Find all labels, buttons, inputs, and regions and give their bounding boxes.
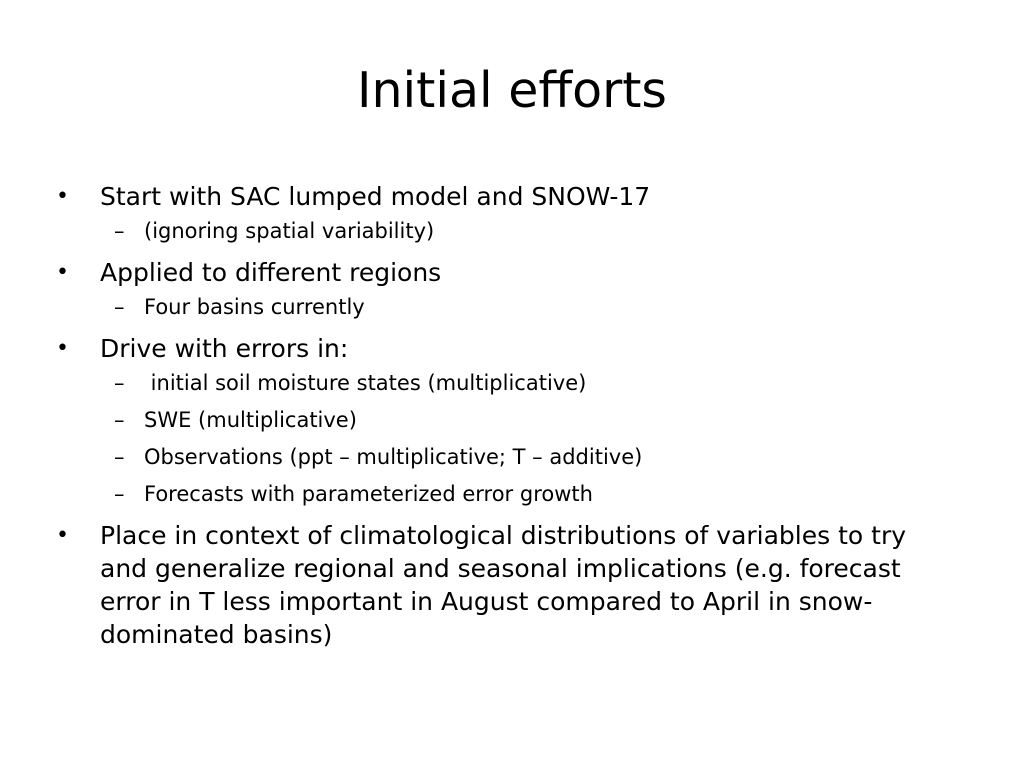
- sub-bullet-list: [100, 365, 956, 513]
- sub-bullet-text: initial soil moisture states (multiplicative): [144, 371, 587, 395]
- sub-bullet-item: [98, 476, 956, 513]
- sub-bullet-text: Observations (ppt – multiplicative; T – additive): [144, 445, 643, 469]
- sub-bullet-list: [100, 289, 956, 326]
- bullet-text: Applied to different regions: [100, 258, 442, 287]
- sub-bullet-text: SWE (multiplicative): [144, 408, 357, 432]
- dash-marker: –: [114, 371, 125, 395]
- dash-marker: –: [114, 408, 125, 432]
- bullet-text: Start with SAC lumped model and SNOW-17: [100, 182, 651, 211]
- dash-marker: –: [114, 219, 125, 243]
- bullet-item: [56, 519, 956, 651]
- bullet-marker: •: [56, 523, 69, 548]
- sub-bullet-list: [100, 213, 956, 250]
- bullet-marker: •: [56, 336, 69, 361]
- bullet-list: [56, 180, 956, 657]
- bullet-item: [56, 256, 956, 326]
- bullet-item: [56, 332, 956, 513]
- dash-marker: –: [114, 295, 125, 319]
- sub-bullet-item: [98, 365, 956, 402]
- bullet-text: Place in context of climatological distributions of variables to try and generalize regional and seasonal implications (e.g. forecast error in T less important in August compared to April in snow-dominated basins): [100, 521, 907, 649]
- bullet-text: Drive with errors in:: [100, 334, 349, 363]
- slide-title: Initial efforts: [357, 62, 667, 119]
- sub-bullet-text: Forecasts with parameterized error growth: [144, 482, 593, 506]
- sub-bullet-item: [98, 289, 956, 326]
- sub-bullet-text: Four basins currently: [144, 295, 365, 319]
- sub-bullet-text: (ignoring spatial variability): [144, 219, 435, 243]
- bullet-marker: •: [56, 184, 69, 209]
- sub-bullet-item: [98, 439, 956, 476]
- dash-marker: –: [114, 445, 125, 469]
- sub-bullet-item: [98, 213, 956, 250]
- bullet-marker: •: [56, 260, 69, 285]
- bullet-item: [56, 180, 956, 250]
- sub-bullet-item: [98, 402, 956, 439]
- dash-marker: –: [114, 482, 125, 506]
